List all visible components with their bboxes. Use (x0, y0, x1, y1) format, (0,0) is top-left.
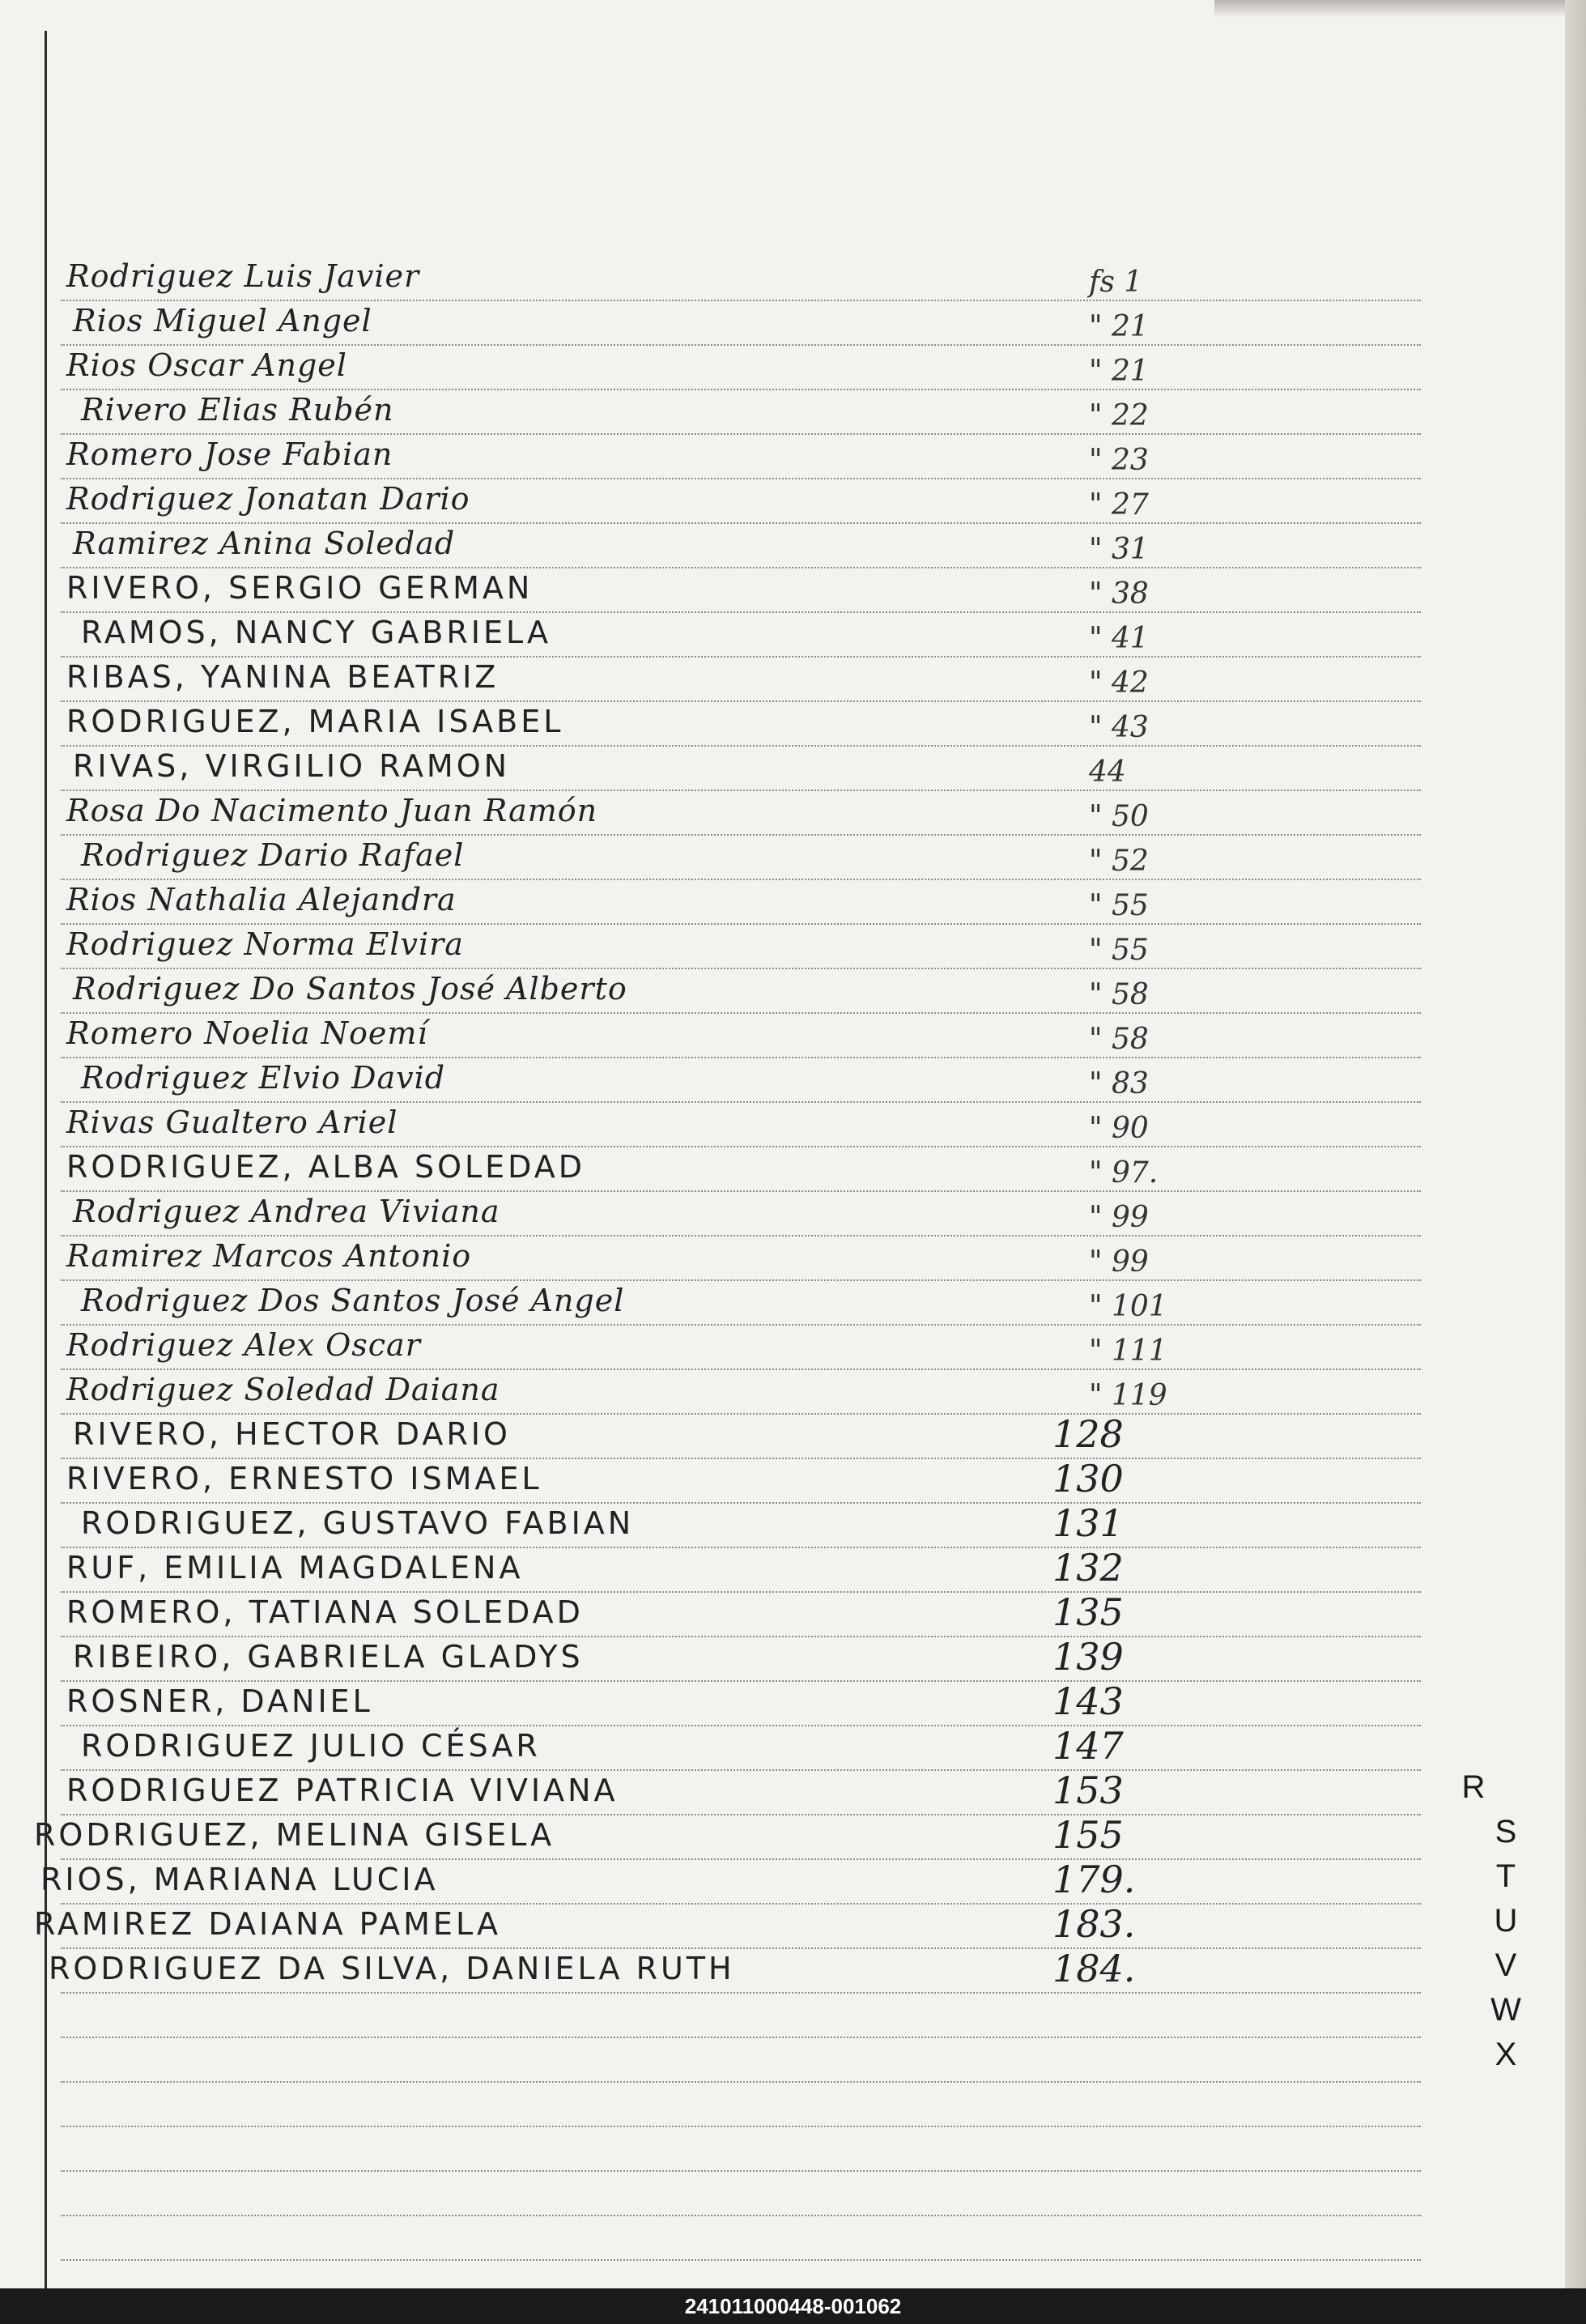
ruled-line (61, 1769, 1421, 1771)
index-tab-v[interactable]: V (1495, 1947, 1517, 1983)
index-tab-s[interactable]: S (1495, 1814, 1517, 1849)
entry-folio: " 90 (1089, 1112, 1149, 1145)
index-tab-t[interactable]: T (1495, 1858, 1516, 1894)
entry-name: RIVERO, HECTOR DARIO (73, 1416, 511, 1452)
entry-name: RODRIGUEZ DA SILVA, DANIELA RUTH (49, 1951, 735, 1986)
ruled-line (61, 2170, 1421, 2172)
entry-name: RODRIGUEZ, MELINA GISELA (34, 1817, 555, 1853)
ruled-line (61, 1992, 1421, 1994)
entry-folio: 139 (1052, 1635, 1124, 1679)
entry-folio: " 99 (1089, 1245, 1149, 1279)
entry-folio: " 99 (1089, 1201, 1149, 1234)
ruled-line (61, 1057, 1421, 1058)
ruled-line (61, 1279, 1421, 1281)
entry-name: Rodriguez Elvio David (81, 1060, 446, 1096)
ruled-line (61, 2037, 1421, 2038)
index-tab-w[interactable]: W (1490, 1992, 1521, 2028)
entry-name: RIBEIRO, GABRIELA GLADYS (73, 1639, 584, 1675)
entry-folio: 130 (1052, 1457, 1124, 1500)
ruled-line (61, 745, 1421, 747)
entry-name: RODRIGUEZ PATRICIA VIVIANA (66, 1773, 619, 1808)
ruled-line (61, 1368, 1421, 1370)
entry-name: Rodriguez Dario Rafael (81, 837, 465, 873)
entry-name: RODRIGUEZ, MARIA ISABEL (66, 704, 564, 739)
entry-folio: 128 (1052, 1412, 1124, 1456)
entry-folio: " 38 (1089, 577, 1149, 611)
entry-folio: " 111 (1089, 1334, 1167, 1368)
ruled-line (61, 1458, 1421, 1459)
entry-folio: " 58 (1089, 978, 1149, 1011)
ruled-line (61, 700, 1421, 702)
entry-name: ROSNER, DANIEL (66, 1683, 373, 1719)
ruled-line (61, 2259, 1421, 2261)
page-top-shadow (1214, 0, 1586, 18)
entry-name: RIOS, MARIANA LUCIA (40, 1862, 439, 1897)
ruled-line (61, 834, 1421, 836)
entry-folio: 147 (1052, 1724, 1124, 1768)
entry-folio: " 27 (1089, 488, 1149, 521)
entry-name: Ramirez Marcos Antonio (66, 1238, 472, 1274)
ruled-line (61, 1903, 1421, 1905)
entry-name: RODRIGUEZ, ALBA SOLEDAD (66, 1149, 586, 1185)
ruled-line (61, 1101, 1421, 1103)
entry-folio: " 41 (1089, 622, 1149, 655)
entry-name: Rodriguez Luis Javier (66, 258, 420, 294)
entry-folio: " 52 (1089, 845, 1149, 878)
entry-name: Romero Jose Fabian (66, 436, 393, 472)
entry-name: Rosa Do Nacimento Juan Ramón (66, 793, 598, 828)
entry-name: RODRIGUEZ JULIO CÉSAR (81, 1728, 541, 1764)
ruled-line (61, 389, 1421, 390)
entry-name: Rodriguez Dos Santos José Angel (81, 1283, 625, 1318)
document-id: 241011000448-001062 (0, 2288, 1586, 2324)
ruled-line (61, 1324, 1421, 1326)
entry-name: Rodriguez Soledad Daiana (66, 1372, 500, 1407)
entry-folio: " 58 (1089, 1023, 1149, 1056)
entry-name: Rios Miguel Angel (73, 303, 372, 338)
page-edge (1565, 0, 1586, 2288)
entry-name: RUF, EMILIA MAGDALENA (66, 1550, 524, 1586)
entry-folio: " 97. (1089, 1156, 1159, 1190)
ruled-line (61, 1012, 1421, 1014)
ruled-line (61, 1547, 1421, 1548)
entry-name: RAMOS, NANCY GABRIELA (81, 615, 552, 650)
entry-folio: fs 1 (1089, 266, 1143, 299)
entry-name: Rodriguez Alex Oscar (66, 1327, 421, 1363)
ruled-line (61, 1725, 1421, 1726)
entry-name: Rodriguez Andrea Viviana (73, 1194, 500, 1229)
entry-name: ROMERO, TATIANA SOLEDAD (66, 1594, 584, 1630)
entry-folio: 44 (1089, 756, 1126, 789)
ruled-line (61, 611, 1421, 613)
entry-name: Rodriguez Norma Elvira (66, 926, 464, 962)
entry-name: RODRIGUEZ, GUSTAVO FABIAN (81, 1505, 635, 1541)
entry-folio: " 21 (1089, 355, 1149, 388)
entry-folio: 155 (1052, 1813, 1124, 1857)
entry-folio: " 55 (1089, 934, 1149, 967)
ruled-line (61, 968, 1421, 969)
entry-folio: " 119 (1089, 1379, 1167, 1412)
ruled-line (61, 478, 1421, 479)
entry-folio: 184. (1052, 1947, 1136, 1990)
ruled-line (61, 2126, 1421, 2127)
ruled-line (61, 790, 1421, 791)
entry-name: Rivas Gualtero Ariel (66, 1105, 398, 1140)
ruled-line (61, 1947, 1421, 1949)
entry-name: RIVERO, ERNESTO ISMAEL (66, 1461, 542, 1496)
entry-name: Rivero Elias Rubén (81, 392, 394, 428)
entry-folio: " 101 (1089, 1290, 1167, 1323)
entry-name: Rios Oscar Angel (66, 347, 347, 383)
ruled-line (61, 433, 1421, 435)
entry-name: RAMIREZ DAIANA PAMELA (34, 1906, 501, 1942)
entry-name: Rodriguez Do Santos José Alberto (73, 971, 627, 1007)
ruled-line (61, 1146, 1421, 1147)
entry-folio: 132 (1052, 1546, 1124, 1590)
entry-folio: 183. (1052, 1902, 1136, 1946)
index-tab-x[interactable]: X (1495, 2037, 1517, 2072)
ruled-line (61, 1680, 1421, 1682)
ruled-line (61, 344, 1421, 346)
ruled-line (61, 923, 1421, 925)
entry-folio: " 22 (1089, 399, 1149, 432)
ruled-line (61, 1413, 1421, 1415)
entry-name: RIVAS, VIRGILIO RAMON (73, 748, 511, 784)
ruled-line (61, 1814, 1421, 1815)
entry-folio: " 42 (1089, 666, 1149, 700)
ruled-line (61, 2215, 1421, 2216)
entry-name: Ramirez Anina Soledad (73, 526, 456, 561)
entry-name: RIVERO, SERGIO GERMAN (66, 570, 534, 606)
entry-folio: " 55 (1089, 889, 1149, 922)
entry-folio: " 43 (1089, 711, 1149, 744)
entry-folio: " 21 (1089, 310, 1149, 343)
entry-name: Romero Noelia Noemí (66, 1015, 428, 1051)
ruled-line (61, 1858, 1421, 1860)
ruled-line (61, 879, 1421, 880)
ruled-line (61, 1636, 1421, 1637)
ruled-line (61, 1235, 1421, 1236)
entry-folio: " 50 (1089, 800, 1149, 833)
index-tab-u[interactable]: U (1494, 1903, 1518, 1939)
entry-folio: 135 (1052, 1590, 1124, 1634)
ruled-line (61, 300, 1421, 301)
index-tab-r[interactable]: R (1461, 1769, 1486, 1805)
ruled-line (61, 656, 1421, 658)
margin-line (45, 31, 47, 2288)
entry-folio: " 31 (1089, 533, 1149, 566)
entry-name: Rodriguez Jonatan Dario (66, 481, 470, 517)
entry-folio: " 23 (1089, 444, 1149, 477)
ruled-line (61, 567, 1421, 568)
entry-folio: 153 (1052, 1769, 1124, 1812)
entry-name: Rios Nathalia Alejandra (66, 882, 457, 917)
ruled-line (61, 1190, 1421, 1192)
ruled-line (61, 522, 1421, 524)
entry-folio: 179. (1052, 1858, 1136, 1901)
entry-name: RIBAS, YANINA BEATRIZ (66, 659, 500, 695)
ruled-line (61, 1502, 1421, 1504)
entry-folio: " 83 (1089, 1067, 1149, 1100)
ruled-line (61, 2081, 1421, 2083)
ruled-line (61, 1591, 1421, 1593)
entry-folio: 143 (1052, 1679, 1124, 1723)
entry-folio: 131 (1052, 1501, 1124, 1545)
